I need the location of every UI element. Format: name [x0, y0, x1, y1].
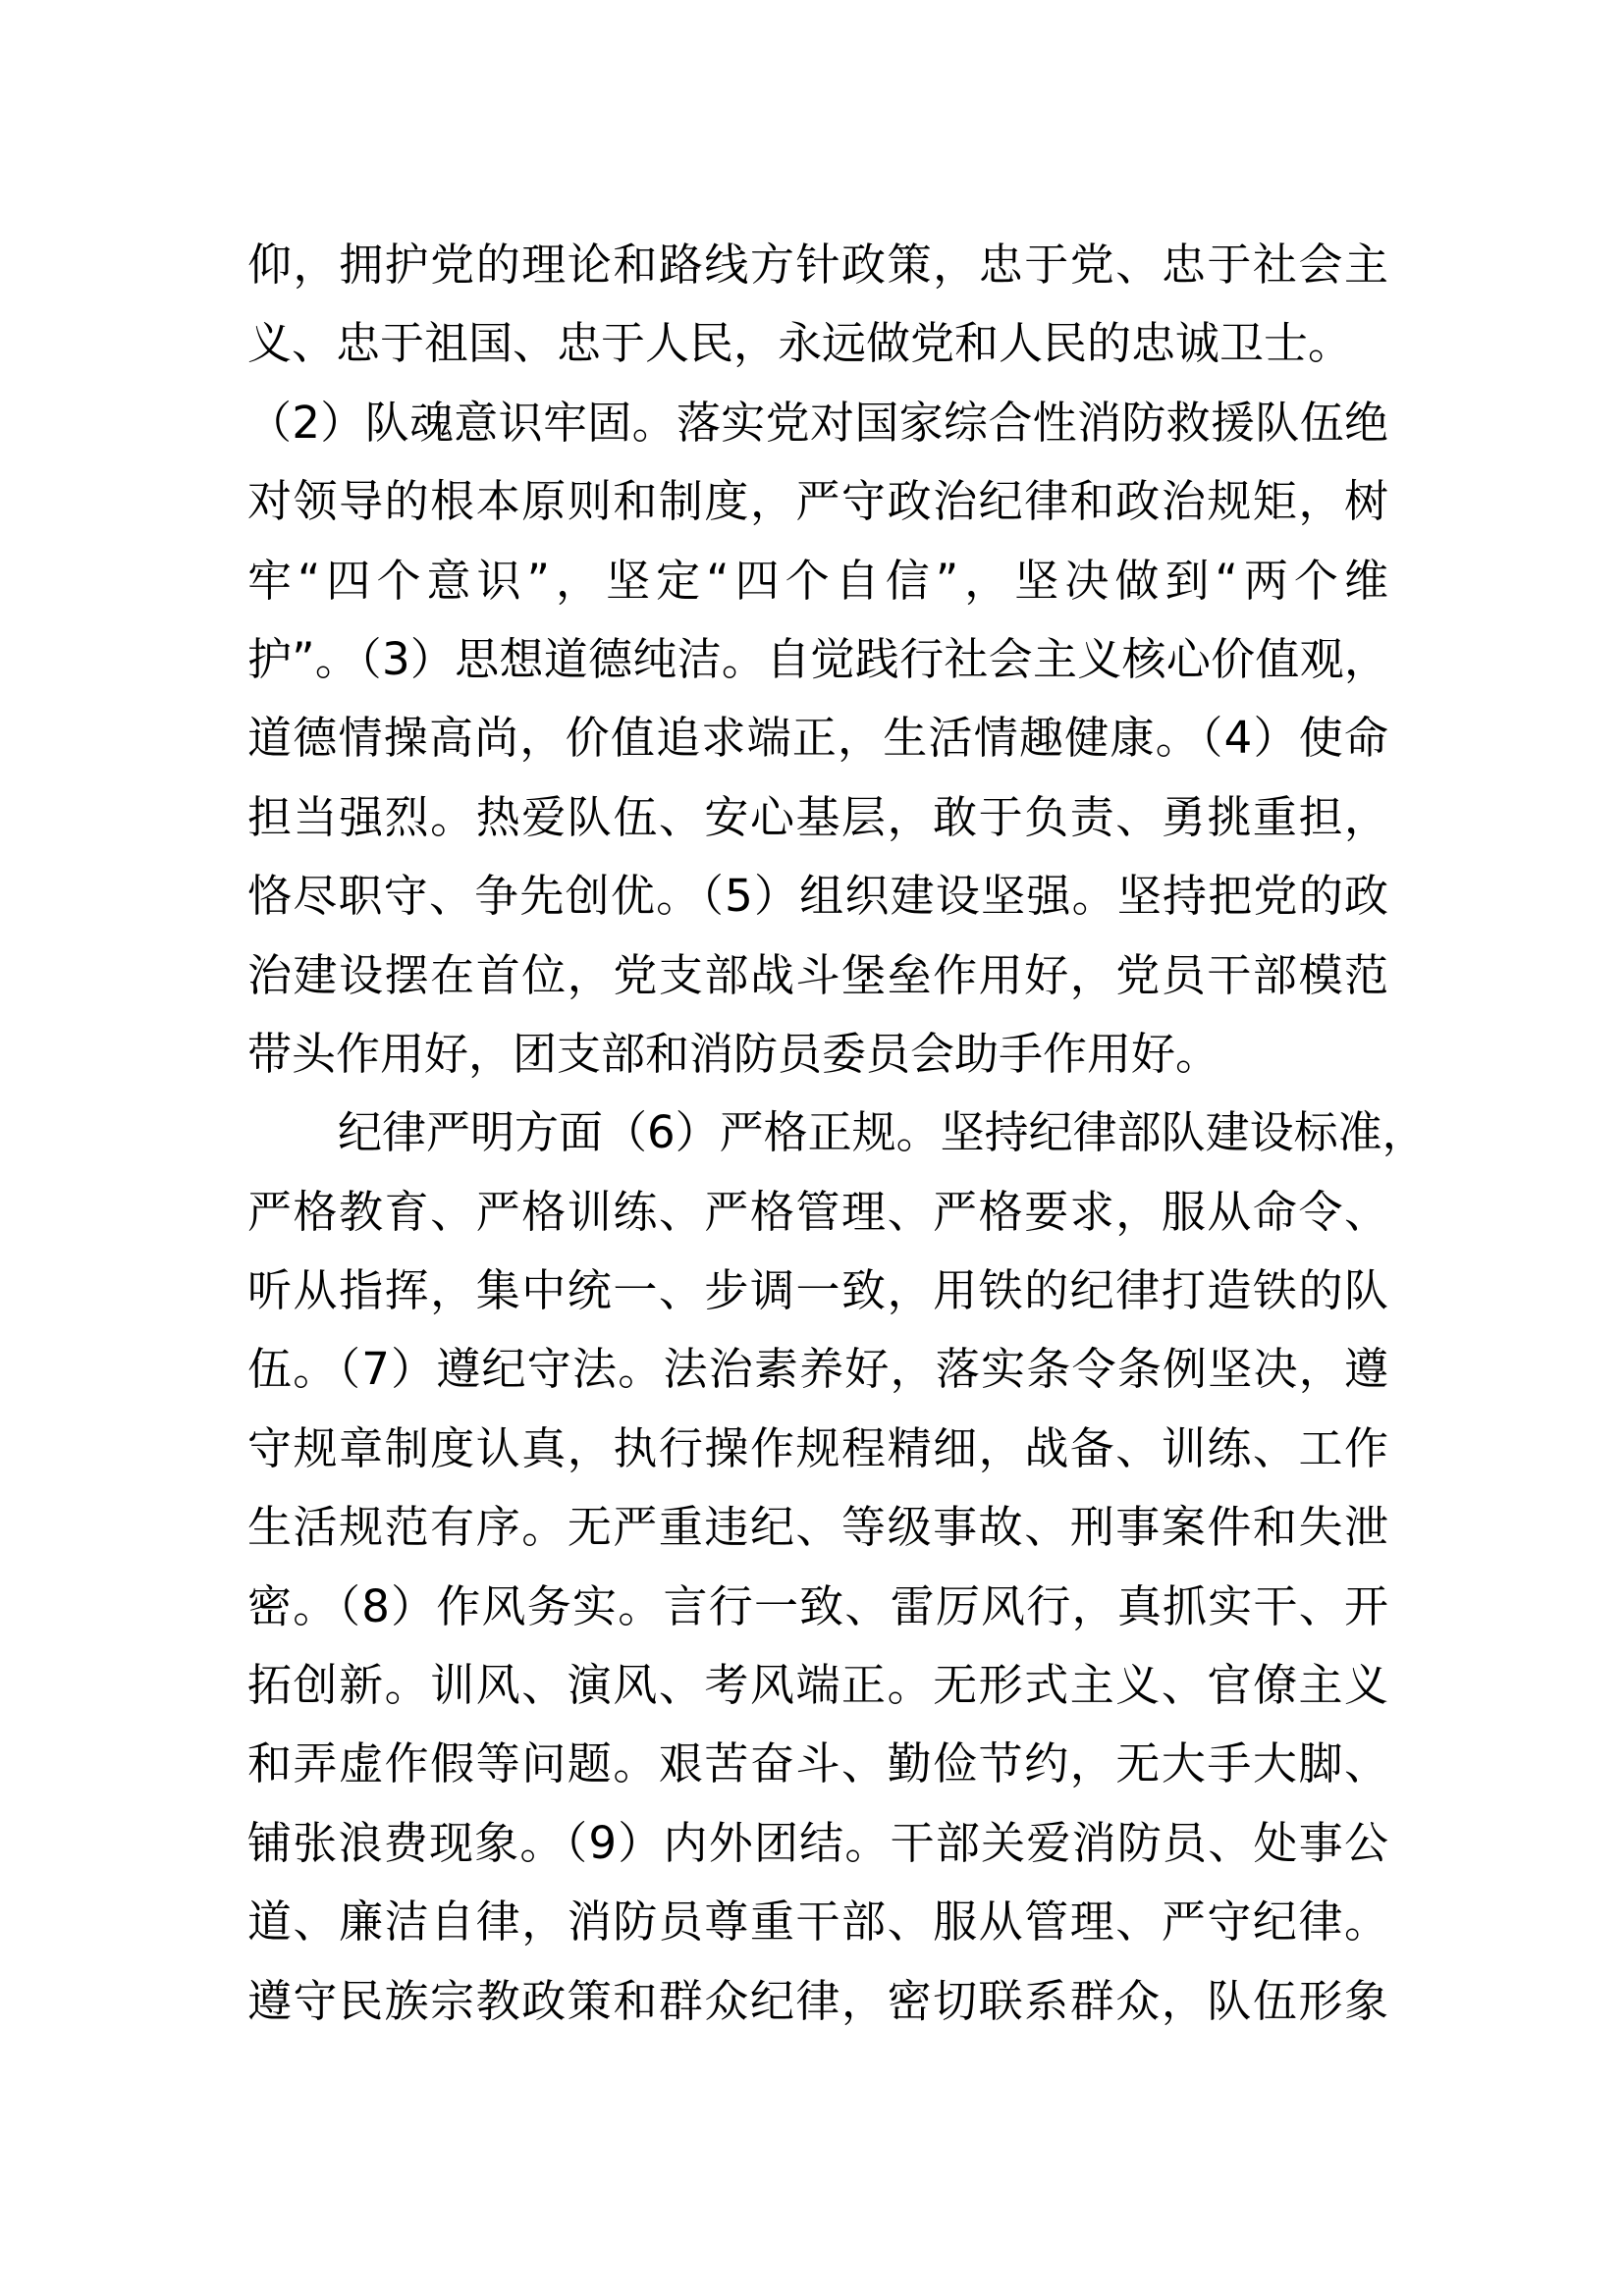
text-line: 生活规范有序。无严重违纪、等级事故、刑事案件和失泄	[247, 1501, 1388, 1554]
text-line: 听从指挥，集中统一、步调一致，用铁的纪律打造铁的队	[247, 1264, 1388, 1317]
document-page	[247, 236, 1427, 2051]
text-line: 和弄虚作假等问题。艰苦奋斗、勤俭节约，无大手大脚、	[247, 1737, 1388, 1790]
text-line: 仰，拥护党的理论和路线方针政策，忠于党、忠于社会主	[247, 239, 1388, 291]
text-line: 牢“四个意识”，坚定“四个自信”，坚决做到“两个维	[247, 554, 1388, 607]
text-line: 纪律严明方面（6）严格正规。坚持纪律部队建设标准，	[338, 1106, 1427, 1159]
text-line: 密。（8）作风务实。言行一致、雷厉风行，真抓实干、开	[247, 1579, 1388, 1632]
text-line: 守规章制度认真，执行操作规程精细，战备、训练、工作	[247, 1421, 1388, 1474]
text-line: 遵守民族宗教政策和群众纪律，密切联系群众，队伍形象	[247, 1974, 1388, 2027]
text-line: 铺张浪费现象。（9）内外团结。干部关爱消防员、处事公	[247, 1816, 1388, 1869]
text-line: 恪尽职守、争先创优。（5）组织建设坚强。坚持把党的政	[247, 870, 1388, 923]
text-line: 对领导的根本原则和制度，严守政治纪律和政治规矩，树	[247, 475, 1388, 528]
paragraph-1	[247, 236, 1388, 1103]
text-line: 担当强烈。热爱队伍、安心基层，敢于负责、勇挑重担，	[247, 790, 1388, 843]
text-line: 带头作用好，团支部和消防员委员会助手作用好。	[247, 1027, 1220, 1080]
text-line: 道、廉洁自律，消防员尊重干部、服从管理、严守纪律。	[247, 1896, 1388, 1949]
text-line: （2）队魂意识牢固。落实党对国家综合性消防救援队伍绝	[247, 396, 1388, 449]
text-line: 伍。（7）遵纪守法。法治素养好，落实条令条例坚决，遵	[247, 1343, 1388, 1396]
paragraph-2	[247, 1103, 1427, 2051]
text-line: 义、忠于祖国、忠于人民，永远做党和人民的忠诚卫士。	[247, 317, 1353, 370]
text-line: 拓创新。训风、演风、考风端正。无形式主义、官僚主义	[247, 1659, 1388, 1712]
text-line: 护”。（3）思想道德纯洁。自觉践行社会主义核心价值观，	[247, 632, 1388, 685]
text-line: 治建设摆在首位，党支部战斗堡垒作用好，党员干部模范	[247, 948, 1388, 1001]
text-line: 严格教育、严格训练、严格管理、严格要求，服从命令、	[247, 1185, 1388, 1238]
text-line: 道德情操高尚，价值追求端正，生活情趣健康。（4）使命	[247, 712, 1388, 765]
